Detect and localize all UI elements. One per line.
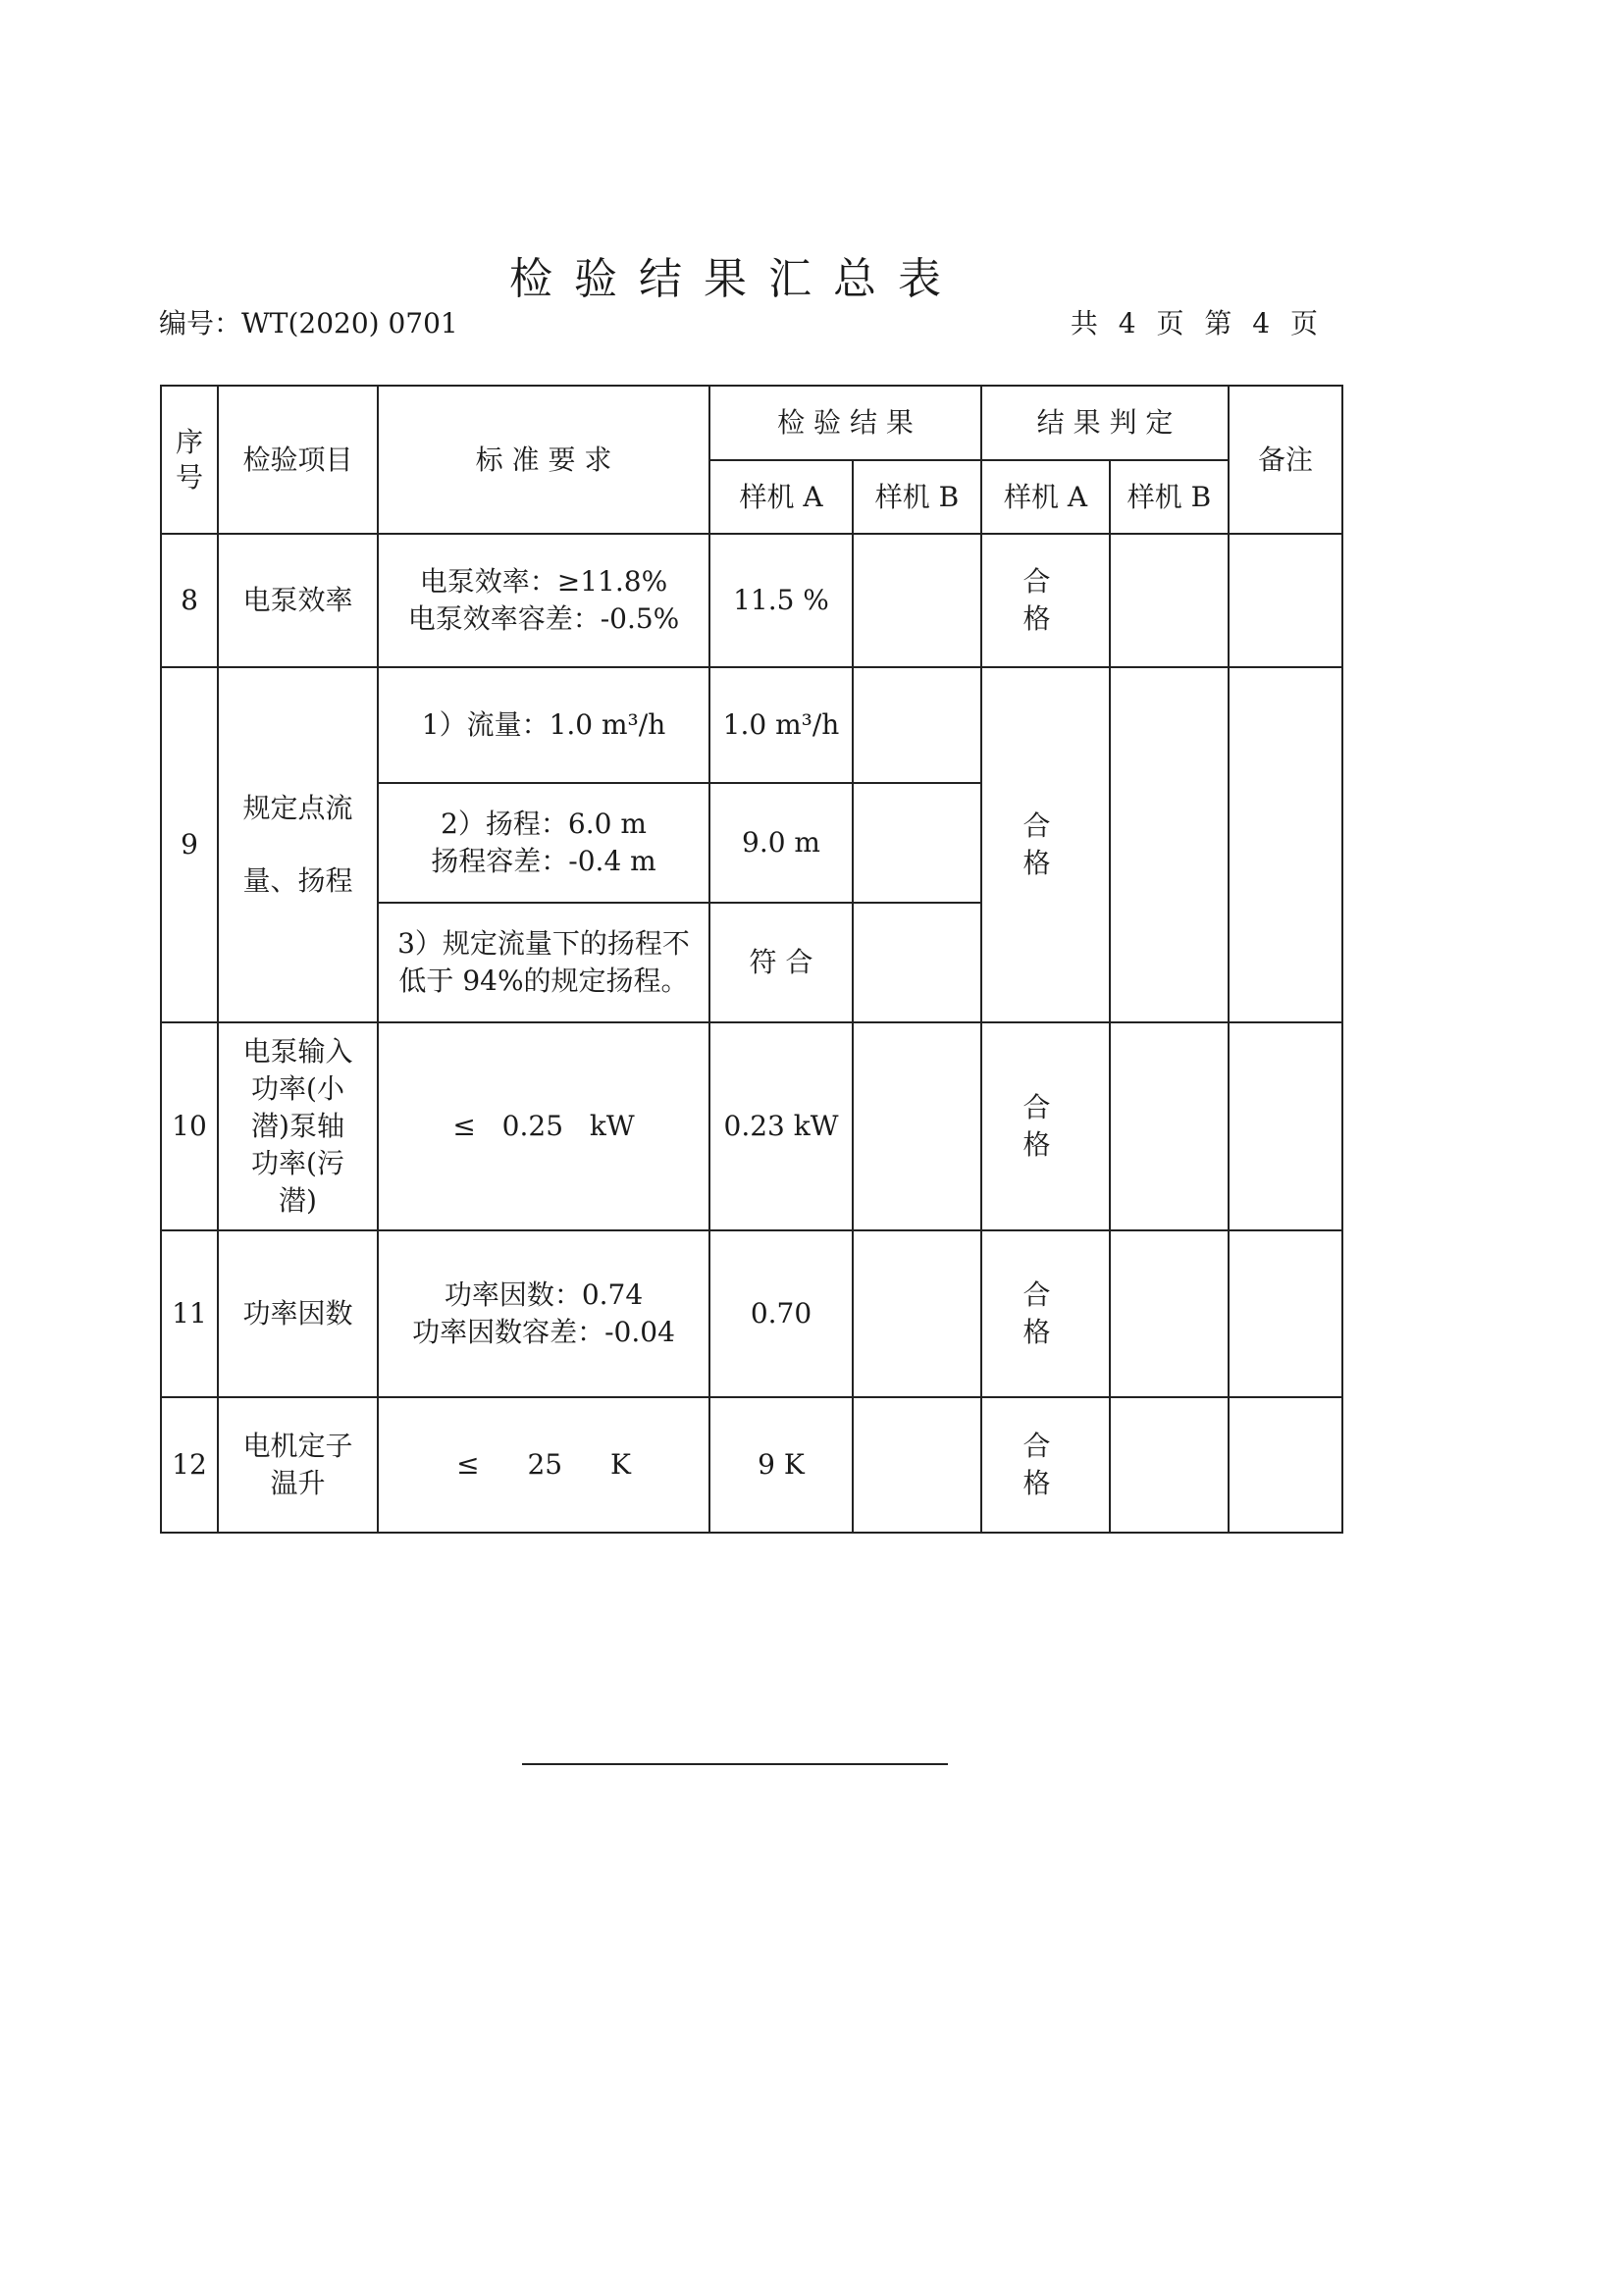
standard-line: 扬程容差：-0.4 m xyxy=(431,845,656,877)
standard-cell xyxy=(378,534,709,667)
judge-a-cell: 合 格 xyxy=(981,667,1110,1022)
seq-cell: 9 xyxy=(161,667,218,1022)
result-b-cell xyxy=(853,783,981,903)
result-b-cell xyxy=(853,1397,981,1533)
judge-b-cell xyxy=(1110,667,1229,1022)
result-a-cell: 0.23 kW xyxy=(709,1022,853,1230)
results-table xyxy=(160,385,1343,1534)
judge-a-cell: 合 格 xyxy=(981,1397,1110,1533)
result-a-cell: 11.5 % xyxy=(709,534,853,667)
judge-b-cell xyxy=(1110,1397,1229,1533)
judge-a-cell: 合 格 xyxy=(981,1022,1110,1230)
result-b-cell xyxy=(853,1022,981,1230)
result-a-cell: 符 合 xyxy=(709,903,853,1022)
result-b-cell xyxy=(853,1230,981,1397)
judge-a-cell: 合 格 xyxy=(981,1230,1110,1397)
standard-line: 功率因数：0.74 xyxy=(444,1278,644,1311)
end-separator-line xyxy=(522,1763,948,1765)
header-judge-a: 样机 A xyxy=(981,460,1110,534)
standard-cell: 3）规定流量下的扬程不低于 94%的规定扬程。 xyxy=(378,903,709,1022)
header-item: 检验项目 xyxy=(218,386,378,534)
table-row xyxy=(161,1230,1342,1397)
seq-cell: 8 xyxy=(161,534,218,667)
result-b-cell xyxy=(853,903,981,1022)
judge-b-cell xyxy=(1110,1022,1229,1230)
judge-b-cell xyxy=(1110,534,1229,667)
item-cell: 功率因数 xyxy=(218,1230,378,1397)
page-info: 共 4 页 第 4 页 xyxy=(1070,307,1318,339)
item-cell: 电泵输入功率(小潜)泵轴功率(污潜) xyxy=(218,1022,378,1230)
table-row xyxy=(161,667,1342,783)
standard-line: 电泵效率容差：-0.5% xyxy=(407,602,680,635)
header-sample-b: 样机 B xyxy=(853,460,981,534)
seq-cell: 10 xyxy=(161,1022,218,1230)
standard-cell xyxy=(378,783,709,903)
header-row xyxy=(161,386,1342,460)
standard-line: 2）扬程：6.0 m xyxy=(441,808,647,840)
page-title: 检验结果汇总表 xyxy=(509,254,963,304)
table-row xyxy=(161,1022,1342,1230)
judge-a-cell: 合 格 xyxy=(981,534,1110,667)
standard-cell: ≤ 0.25 kW xyxy=(378,1022,709,1230)
result-a-cell: 9.0 m xyxy=(709,783,853,903)
standard-line: 电泵效率：≥11.8% xyxy=(419,565,668,598)
seq-cell: 12 xyxy=(161,1397,218,1533)
standard-cell: 1）流量：1.0 m³/h xyxy=(378,667,709,783)
result-a-cell: 9 K xyxy=(709,1397,853,1533)
item-cell: 电泵效率 xyxy=(218,534,378,667)
table-row xyxy=(161,1397,1342,1533)
result-b-cell xyxy=(853,667,981,783)
table-row xyxy=(161,534,1342,667)
judge-b-cell xyxy=(1110,1230,1229,1397)
item-cell: 电机定子温升 xyxy=(218,1397,378,1533)
header-judge-b: 样机 B xyxy=(1110,460,1229,534)
standard-line: 功率因数容差：-0.04 xyxy=(412,1316,675,1348)
header-seq: 序号 xyxy=(161,386,218,534)
header-sample-a: 样机 A xyxy=(709,460,853,534)
item-cell: 规定点流量、扬程 xyxy=(218,667,378,1022)
document-number: 编号：WT(2020) 0701 xyxy=(159,307,458,339)
standard-cell: ≤ 25 K xyxy=(378,1397,709,1533)
remark-cell xyxy=(1229,1230,1342,1397)
remark-cell xyxy=(1229,1397,1342,1533)
result-a-cell: 0.70 xyxy=(709,1230,853,1397)
remark-cell xyxy=(1229,534,1342,667)
remark-cell xyxy=(1229,1022,1342,1230)
header-result-group: 检 验 结 果 xyxy=(709,386,981,460)
result-a-cell: 1.0 m³/h xyxy=(709,667,853,783)
standard-cell xyxy=(378,1230,709,1397)
header-judge-group: 结 果 判 定 xyxy=(981,386,1229,460)
header-remark: 备注 xyxy=(1229,386,1342,534)
result-b-cell xyxy=(853,534,981,667)
remark-cell xyxy=(1229,667,1342,1022)
seq-cell: 11 xyxy=(161,1230,218,1397)
header-standard: 标 准 要 求 xyxy=(378,386,709,534)
